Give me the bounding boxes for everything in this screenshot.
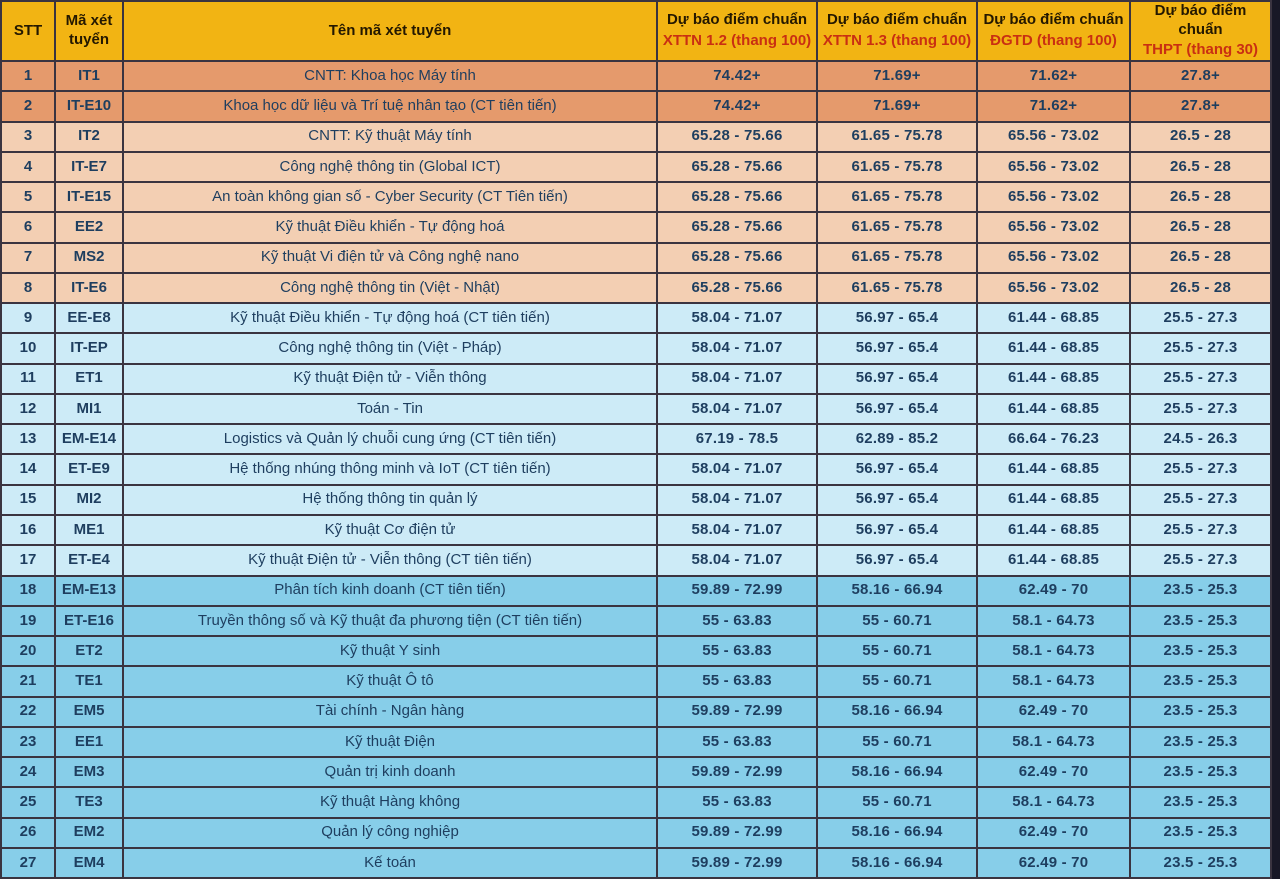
stt-cell: 2 xyxy=(2,92,56,122)
table-row xyxy=(2,92,1272,122)
table-row xyxy=(2,758,1272,788)
stt-cell: 14 xyxy=(2,455,56,485)
stt-cell: 19 xyxy=(2,607,56,637)
stt-cell: 24 xyxy=(2,758,56,788)
score-cell-xttn13: 61.65 - 75.78 xyxy=(818,213,978,243)
score-cell-xttn12: 58.04 - 71.07 xyxy=(658,455,818,485)
score-cell-xttn12: 59.89 - 72.99 xyxy=(658,698,818,728)
score-cell-dgtd: 65.56 - 73.02 xyxy=(978,123,1131,153)
score-cell-xttn12: 65.28 - 75.66 xyxy=(658,274,818,304)
score-cell-dgtd: 61.44 - 68.85 xyxy=(978,486,1131,516)
score-cell-xttn13: 61.65 - 75.78 xyxy=(818,153,978,183)
score-cell-xttn12: 59.89 - 72.99 xyxy=(658,849,818,879)
name-cell: Kế toán xyxy=(124,849,658,879)
score-cell-thpt: 25.5 - 27.3 xyxy=(1131,304,1272,334)
score-cell-xttn12: 58.04 - 71.07 xyxy=(658,486,818,516)
score-cell-dgtd: 65.56 - 73.02 xyxy=(978,244,1131,274)
score-cell-dgtd: 62.49 - 70 xyxy=(978,819,1131,849)
column-header-name xyxy=(124,2,658,62)
score-cell-thpt: 26.5 - 28 xyxy=(1131,244,1272,274)
score-cell-dgtd: 61.44 - 68.85 xyxy=(978,455,1131,485)
score-cell-thpt: 25.5 - 27.3 xyxy=(1131,516,1272,546)
table-row xyxy=(2,667,1272,697)
column-header-code xyxy=(56,2,124,62)
score-cell-xttn13: 56.97 - 65.4 xyxy=(818,395,978,425)
name-cell: Quản trị kinh doanh xyxy=(124,758,658,788)
stt-cell: 11 xyxy=(2,365,56,395)
name-cell: CNTT: Kỹ thuật Máy tính xyxy=(124,123,658,153)
score-cell-thpt: 26.5 - 28 xyxy=(1131,183,1272,213)
score-cell-xttn12: 58.04 - 71.07 xyxy=(658,334,818,364)
score-cell-xttn13: 58.16 - 66.94 xyxy=(818,698,978,728)
name-cell: Kỹ thuật Điện tử - Viễn thông (CT tiên tiến) xyxy=(124,546,658,576)
name-cell: Kỹ thuật Ô tô xyxy=(124,667,658,697)
code-cell: MS2 xyxy=(56,244,124,274)
header-stt-label: STT xyxy=(13,21,43,39)
code-cell: EE-E8 xyxy=(56,304,124,334)
stt-cell: 26 xyxy=(2,819,56,849)
name-cell: Logistics và Quản lý chuỗi cung ứng (CT tiên tiến) xyxy=(124,425,658,455)
score-cell-xttn13: 61.65 - 75.78 xyxy=(818,183,978,213)
score-cell-thpt: 25.5 - 27.3 xyxy=(1131,395,1272,425)
score-cell-xttn13: 71.69+ xyxy=(818,92,978,122)
table-row xyxy=(2,213,1272,243)
score-cell-xttn12: 65.28 - 75.66 xyxy=(658,244,818,274)
score-cell-thpt: 27.8+ xyxy=(1131,92,1272,122)
table-row xyxy=(2,516,1272,546)
name-cell: Kỹ thuật Điều khiển - Tự động hoá xyxy=(124,213,658,243)
score-cell-xttn13: 56.97 - 65.4 xyxy=(818,546,978,576)
score-cell-xttn13: 56.97 - 65.4 xyxy=(818,455,978,485)
header-xttn13-sublabel: XTTN 1.3 (thang 100) xyxy=(822,32,972,49)
score-cell-xttn13: 62.89 - 85.2 xyxy=(818,425,978,455)
score-cell-thpt: 23.5 - 25.3 xyxy=(1131,667,1272,697)
score-cell-thpt: 26.5 - 28 xyxy=(1131,213,1272,243)
code-cell: IT-E7 xyxy=(56,153,124,183)
table-row xyxy=(2,455,1272,485)
code-cell: EM4 xyxy=(56,849,124,879)
header-forecast-label: Dự báo điểm chuẩn xyxy=(826,11,968,29)
score-cell-xttn13: 58.16 - 66.94 xyxy=(818,758,978,788)
stt-cell: 22 xyxy=(2,698,56,728)
table-row xyxy=(2,788,1272,818)
score-cell-thpt: 26.5 - 28 xyxy=(1131,274,1272,304)
score-cell-xttn13: 58.16 - 66.94 xyxy=(818,849,978,879)
score-cell-xttn13: 55 - 60.71 xyxy=(818,728,978,758)
score-cell-thpt: 23.5 - 25.3 xyxy=(1131,607,1272,637)
score-cell-xttn12: 58.04 - 71.07 xyxy=(658,516,818,546)
table-row xyxy=(2,607,1272,637)
score-cell-thpt: 25.5 - 27.3 xyxy=(1131,334,1272,364)
name-cell: Quản lý công nghiệp xyxy=(124,819,658,849)
column-header-thpt xyxy=(1131,2,1272,62)
score-cell-xttn13: 61.65 - 75.78 xyxy=(818,244,978,274)
code-cell: IT-E6 xyxy=(56,274,124,304)
score-cell-dgtd: 65.56 - 73.02 xyxy=(978,213,1131,243)
score-cell-dgtd: 58.1 - 64.73 xyxy=(978,788,1131,818)
code-cell: EM5 xyxy=(56,698,124,728)
score-cell-thpt: 23.5 - 25.3 xyxy=(1131,819,1272,849)
code-cell: ET-E9 xyxy=(56,455,124,485)
header-forecast-label: Dự báo điểm chuẩn xyxy=(1154,2,1247,38)
score-cell-xttn12: 59.89 - 72.99 xyxy=(658,758,818,788)
stt-cell: 15 xyxy=(2,486,56,516)
name-cell: Khoa học dữ liệu và Trí tuệ nhân tạo (CT tiên tiến) xyxy=(124,92,658,122)
score-cell-xttn13: 56.97 - 65.4 xyxy=(818,516,978,546)
score-cell-xttn12: 55 - 63.83 xyxy=(658,607,818,637)
score-cell-xttn12: 65.28 - 75.66 xyxy=(658,123,818,153)
name-cell: Phân tích kinh doanh (CT tiên tiến) xyxy=(124,577,658,607)
score-cell-xttn12: 55 - 63.83 xyxy=(658,728,818,758)
code-cell: ME1 xyxy=(56,516,124,546)
score-cell-xttn12: 65.28 - 75.66 xyxy=(658,153,818,183)
score-cell-xttn13: 56.97 - 65.4 xyxy=(818,486,978,516)
score-cell-dgtd: 62.49 - 70 xyxy=(978,698,1131,728)
stt-cell: 16 xyxy=(2,516,56,546)
stt-cell: 27 xyxy=(2,849,56,879)
code-cell: EE2 xyxy=(56,213,124,243)
stt-cell: 17 xyxy=(2,546,56,576)
stt-cell: 3 xyxy=(2,123,56,153)
table-row xyxy=(2,728,1272,758)
table-row xyxy=(2,274,1272,304)
table-row xyxy=(2,577,1272,607)
stt-cell: 20 xyxy=(2,637,56,667)
table-row xyxy=(2,819,1272,849)
stt-cell: 7 xyxy=(2,244,56,274)
table-row xyxy=(2,365,1272,395)
score-cell-dgtd: 65.56 - 73.02 xyxy=(978,183,1131,213)
table-row xyxy=(2,334,1272,364)
name-cell: Công nghệ thông tin (Global ICT) xyxy=(124,153,658,183)
name-cell: Kỹ thuật Điện xyxy=(124,728,658,758)
score-cell-xttn12: 65.28 - 75.66 xyxy=(658,183,818,213)
table-row xyxy=(2,546,1272,576)
score-cell-thpt: 26.5 - 28 xyxy=(1131,123,1272,153)
column-header-xttn13 xyxy=(818,2,978,62)
score-cell-xttn13: 56.97 - 65.4 xyxy=(818,304,978,334)
score-cell-xttn12: 59.89 - 72.99 xyxy=(658,819,818,849)
name-cell: Hệ thống nhúng thông minh và IoT (CT tiên tiến) xyxy=(124,455,658,485)
name-cell: Kỹ thuật Điều khiển - Tự động hoá (CT tiên tiến) xyxy=(124,304,658,334)
score-cell-dgtd: 61.44 - 68.85 xyxy=(978,334,1131,364)
score-cell-dgtd: 61.44 - 68.85 xyxy=(978,395,1131,425)
code-cell: IT-E15 xyxy=(56,183,124,213)
stt-cell: 12 xyxy=(2,395,56,425)
stt-cell: 18 xyxy=(2,577,56,607)
score-cell-thpt: 25.5 - 27.3 xyxy=(1131,546,1272,576)
header-code-label: Mã xét tuyển xyxy=(65,12,113,48)
stt-cell: 13 xyxy=(2,425,56,455)
score-cell-dgtd: 61.44 - 68.85 xyxy=(978,516,1131,546)
score-cell-dgtd: 71.62+ xyxy=(978,62,1131,92)
score-cell-xttn13: 55 - 60.71 xyxy=(818,788,978,818)
score-cell-dgtd: 61.44 - 68.85 xyxy=(978,546,1131,576)
score-cell-thpt: 23.5 - 25.3 xyxy=(1131,637,1272,667)
score-cell-thpt: 23.5 - 25.3 xyxy=(1131,728,1272,758)
score-cell-thpt: 23.5 - 25.3 xyxy=(1131,698,1272,728)
name-cell: CNTT: Khoa học Máy tính xyxy=(124,62,658,92)
score-cell-thpt: 23.5 - 25.3 xyxy=(1131,758,1272,788)
header-thpt-sublabel: THPT (thang 30) xyxy=(1143,41,1258,59)
score-cell-thpt: 25.5 - 27.3 xyxy=(1131,365,1272,395)
code-cell: IT-E10 xyxy=(56,92,124,122)
score-cell-xttn13: 61.65 - 75.78 xyxy=(818,123,978,153)
table-row xyxy=(2,698,1272,728)
stt-cell: 10 xyxy=(2,334,56,364)
code-cell: EM-E14 xyxy=(56,425,124,455)
score-cell-dgtd: 61.44 - 68.85 xyxy=(978,365,1131,395)
score-cell-xttn12: 67.19 - 78.5 xyxy=(658,425,818,455)
name-cell: Công nghệ thông tin (Việt - Nhật) xyxy=(124,274,658,304)
name-cell: An toàn không gian số - Cyber Security (CT Tiên tiến) xyxy=(124,183,658,213)
score-cell-dgtd: 58.1 - 64.73 xyxy=(978,728,1131,758)
code-cell: MI2 xyxy=(56,486,124,516)
code-cell: EM2 xyxy=(56,819,124,849)
score-cell-dgtd: 66.64 - 76.23 xyxy=(978,425,1131,455)
code-cell: IT-EP xyxy=(56,334,124,364)
score-cell-xttn13: 61.65 - 75.78 xyxy=(818,274,978,304)
table-row xyxy=(2,849,1272,879)
code-cell: ET1 xyxy=(56,365,124,395)
table-row xyxy=(2,304,1272,334)
header-forecast-label: Dự báo điểm chuẩn xyxy=(983,11,1124,29)
name-cell: Toán - Tin xyxy=(124,395,658,425)
name-cell: Công nghệ thông tin (Việt - Pháp) xyxy=(124,334,658,364)
stt-cell: 1 xyxy=(2,62,56,92)
score-cell-xttn12: 74.42+ xyxy=(658,62,818,92)
code-cell: IT1 xyxy=(56,62,124,92)
stt-cell: 25 xyxy=(2,788,56,818)
code-cell: IT2 xyxy=(56,123,124,153)
header-forecast-label: Dự báo điểm chuẩn xyxy=(666,11,808,29)
score-cell-thpt: 25.5 - 27.3 xyxy=(1131,455,1272,485)
score-cell-thpt: 24.5 - 26.3 xyxy=(1131,425,1272,455)
stt-cell: 8 xyxy=(2,274,56,304)
score-cell-xttn12: 55 - 63.83 xyxy=(658,667,818,697)
table-row xyxy=(2,123,1272,153)
score-cell-xttn12: 58.04 - 71.07 xyxy=(658,304,818,334)
score-cell-thpt: 23.5 - 25.3 xyxy=(1131,577,1272,607)
score-cell-dgtd: 62.49 - 70 xyxy=(978,577,1131,607)
score-cell-xttn13: 71.69+ xyxy=(818,62,978,92)
header-xttn12-sublabel: XTTN 1.2 (thang 100) xyxy=(662,32,812,49)
stt-cell: 23 xyxy=(2,728,56,758)
score-cell-thpt: 26.5 - 28 xyxy=(1131,153,1272,183)
score-cell-dgtd: 62.49 - 70 xyxy=(978,758,1131,788)
score-cell-thpt: 23.5 - 25.3 xyxy=(1131,788,1272,818)
score-cell-thpt: 23.5 - 25.3 xyxy=(1131,849,1272,879)
code-cell: ET-E16 xyxy=(56,607,124,637)
column-header-stt xyxy=(2,2,56,62)
stt-cell: 4 xyxy=(2,153,56,183)
code-cell: MI1 xyxy=(56,395,124,425)
score-cell-xttn13: 58.16 - 66.94 xyxy=(818,577,978,607)
score-cell-xttn13: 58.16 - 66.94 xyxy=(818,819,978,849)
code-cell: EE1 xyxy=(56,728,124,758)
name-cell: Hệ thống thông tin quản lý xyxy=(124,486,658,516)
score-cell-xttn12: 55 - 63.83 xyxy=(658,788,818,818)
table-header-row xyxy=(2,2,1272,62)
table-row xyxy=(2,486,1272,516)
table-row xyxy=(2,183,1272,213)
name-cell: Kỹ thuật Điện tử - Viễn thông xyxy=(124,365,658,395)
stt-cell: 21 xyxy=(2,667,56,697)
stt-cell: 5 xyxy=(2,183,56,213)
score-cell-xttn13: 55 - 60.71 xyxy=(818,607,978,637)
stt-cell: 6 xyxy=(2,213,56,243)
header-dgtd-sublabel: ĐGTD (thang 100) xyxy=(990,32,1117,49)
score-cell-xttn12: 58.04 - 71.07 xyxy=(658,395,818,425)
name-cell: Tài chính - Ngân hàng xyxy=(124,698,658,728)
score-cell-dgtd: 58.1 - 64.73 xyxy=(978,607,1131,637)
score-cell-xttn13: 55 - 60.71 xyxy=(818,667,978,697)
table-row xyxy=(2,395,1272,425)
score-cell-xttn12: 59.89 - 72.99 xyxy=(658,577,818,607)
score-cell-xttn12: 65.28 - 75.66 xyxy=(658,213,818,243)
table-row xyxy=(2,62,1272,92)
column-header-xttn12 xyxy=(658,2,818,62)
code-cell: EM-E13 xyxy=(56,577,124,607)
score-cell-xttn13: 55 - 60.71 xyxy=(818,637,978,667)
table-row xyxy=(2,153,1272,183)
code-cell: ET-E4 xyxy=(56,546,124,576)
score-cell-xttn12: 55 - 63.83 xyxy=(658,637,818,667)
name-cell: Kỹ thuật Cơ điện tử xyxy=(124,516,658,546)
score-cell-dgtd: 65.56 - 73.02 xyxy=(978,274,1131,304)
score-cell-xttn13: 56.97 - 65.4 xyxy=(818,334,978,364)
code-cell: TE3 xyxy=(56,788,124,818)
name-cell: Kỹ thuật Vi điện tử và Công nghệ nano xyxy=(124,244,658,274)
score-cell-thpt: 25.5 - 27.3 xyxy=(1131,486,1272,516)
score-cell-dgtd: 62.49 - 70 xyxy=(978,849,1131,879)
score-cell-xttn12: 58.04 - 71.07 xyxy=(658,365,818,395)
code-cell: EM3 xyxy=(56,758,124,788)
name-cell: Truyền thông số và Kỹ thuật đa phương tiện (CT tiên tiến) xyxy=(124,607,658,637)
score-cell-dgtd: 71.62+ xyxy=(978,92,1131,122)
score-cell-dgtd: 61.44 - 68.85 xyxy=(978,304,1131,334)
score-cell-dgtd: 58.1 - 64.73 xyxy=(978,637,1131,667)
score-cell-thpt: 27.8+ xyxy=(1131,62,1272,92)
stt-cell: 9 xyxy=(2,304,56,334)
name-cell: Kỹ thuật Hàng không xyxy=(124,788,658,818)
table-row xyxy=(2,244,1272,274)
score-cell-dgtd: 58.1 - 64.73 xyxy=(978,667,1131,697)
code-cell: TE1 xyxy=(56,667,124,697)
score-cell-dgtd: 65.56 - 73.02 xyxy=(978,153,1131,183)
table-row xyxy=(2,637,1272,667)
score-cell-xttn12: 74.42+ xyxy=(658,92,818,122)
score-cell-xttn13: 56.97 - 65.4 xyxy=(818,365,978,395)
code-cell: ET2 xyxy=(56,637,124,667)
table-row xyxy=(2,425,1272,455)
header-name-label: Tên mã xét tuyển xyxy=(328,21,452,39)
score-cell-xttn12: 58.04 - 71.07 xyxy=(658,546,818,576)
column-header-dgtd xyxy=(978,2,1131,62)
name-cell: Kỹ thuật Y sinh xyxy=(124,637,658,667)
